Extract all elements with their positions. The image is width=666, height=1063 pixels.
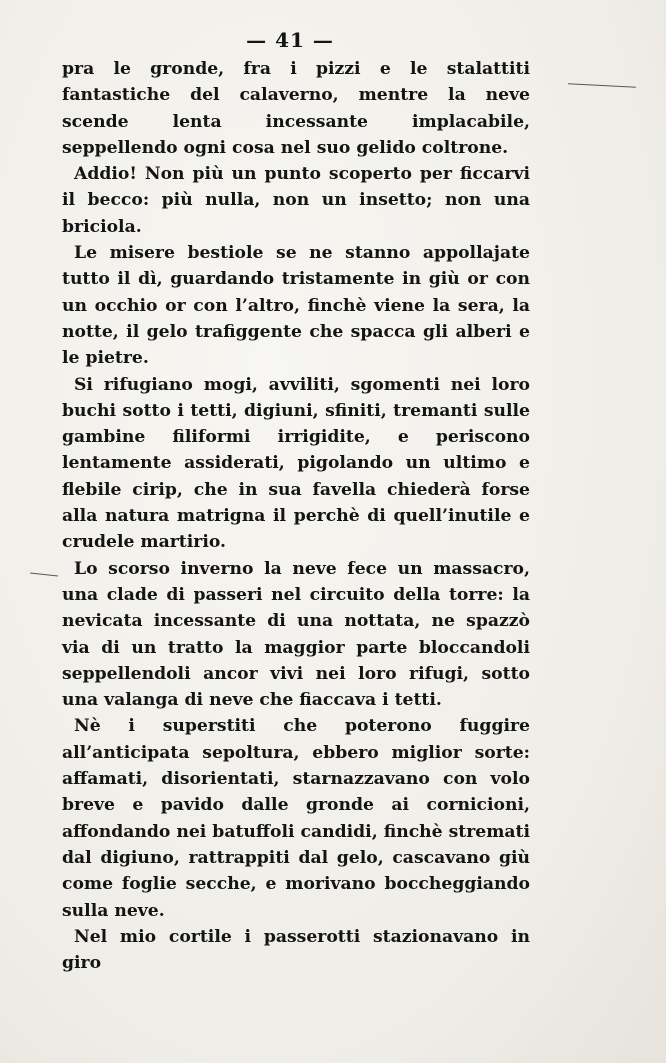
paragraph: Si rifugiano mogi, avviliti, sgomenti nei loro buchi sotto i tetti, digiuni, sfiniti, tremanti sulle gambine filiformi irrigidite, e periscono lentamente assiderati, pigolando un ultimo e flebile cirip, che in sua favella chiederà forse alla natura matrigna il perchè di quell’inutile e crudele martirio. xyxy=(62,374,530,553)
pencil-margin-mark xyxy=(568,83,636,88)
page-number: — 41 — xyxy=(246,28,334,52)
pencil-margin-mark xyxy=(30,573,58,577)
paragraph: Addio! Non più un punto scoperto per ficcarvi il becco: più nulla, non un insetto; non una briciola. xyxy=(62,164,530,237)
paragraph: Nè i superstiti che poterono fuggire all’anticipata sepoltura, ebbero miglior sorte: affamati, disorientati, starnazzavano con volo breve e pavido dalle gronde ai cornicioni, affondando nei batuffoli candidi, finchè stremati dal digiuno, rattrappiti dal gelo, cascavano giù come foglie secche, e morivano boccheggiando sulla neve. xyxy=(62,716,530,921)
paragraph: Nel mio cortile i passerotti stazionavano in giro xyxy=(62,926,530,974)
paragraph: Lo scorso inverno la neve fece un massacro, una clade di passeri nel circuito della torre: la nevicata incessante di una nottata, ne spazzò via di un tratto la maggior parte bloccandoli seppellendoli ancor vivi nei loro rifugi, sotto una valanga di neve che fiaccava i tetti. xyxy=(62,558,530,711)
page-body-text xyxy=(62,56,530,976)
paragraph: pra le gronde, fra i pizzi e le stalattiti fantastiche del calaverno, mentre la neve scende lenta incessante implacabile, seppellendo ogni cosa nel suo gelido coltrone. xyxy=(62,59,530,158)
paragraph: Le misere bestiole se ne stanno appollajate tutto il dì, guardando tristamente in giù or con un occhio or con l’altro, finchè viene la sera, la notte, il gelo trafiggente che spacca gli alberi e le pietre. xyxy=(62,243,530,369)
